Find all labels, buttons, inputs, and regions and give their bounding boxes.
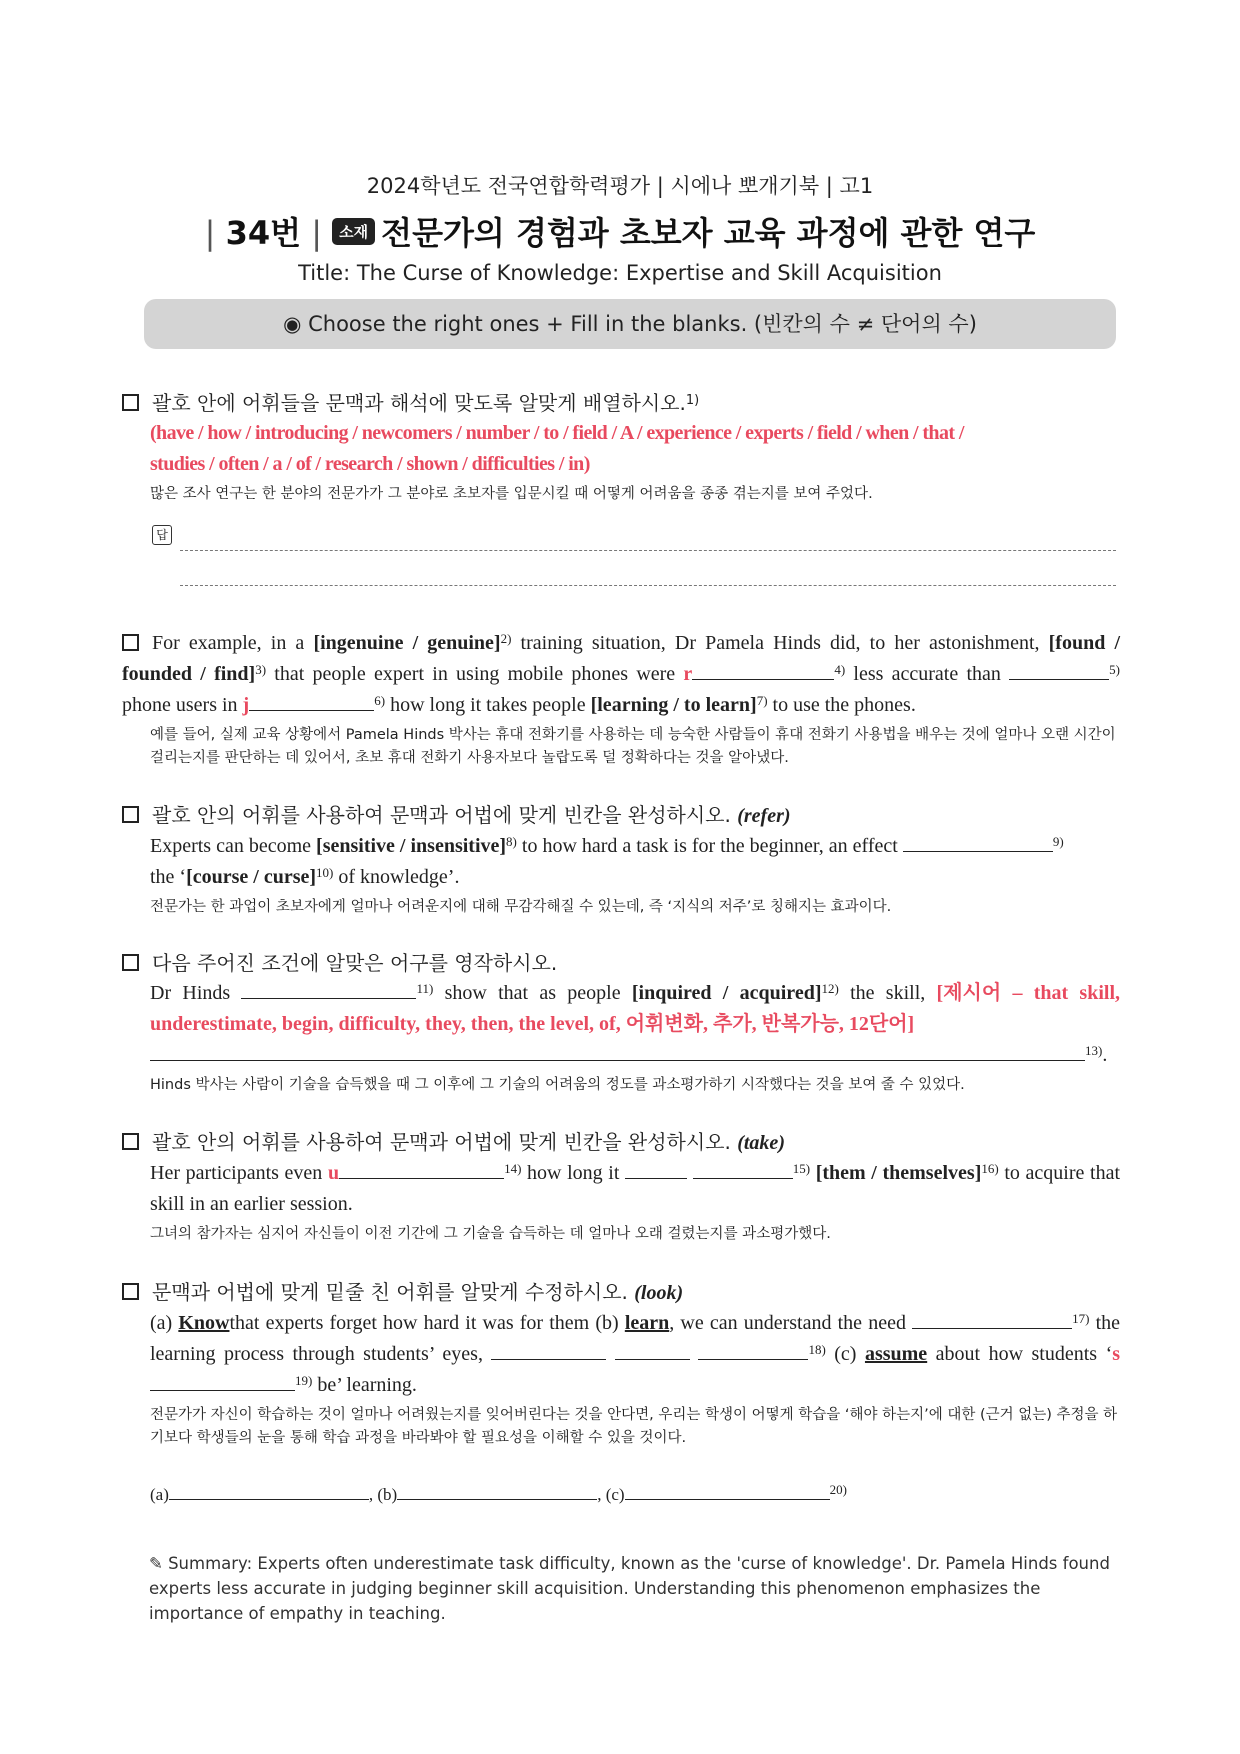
condition-hint: [제시어 – that skill, underestimate, begin, difficulty, they, then, the level, of, 어휘변화, 추가, 반복가능, 12단어] bbox=[150, 982, 1121, 1035]
answer-abc-line: (a) , (b) , (c) $^{20)}$ bbox=[150, 1482, 847, 1504]
question-3: 괄호 안의 어휘를 사용하여 문맥과 어법에 맞게 빈칸을 완성하시오. (refer) Experts can become [sensitive / insensitive]$^{8)}$ to how hard a task is for the beginner, an effect $^{9)}$ the ‘[course / curse]$^{10)}$ of knowledge’. 전문가는 한 과업이 초보자에게 얼마나 어려운지에 대해 무감각해질 수 있는데, 즉 ‘지식의 저주’로 칭해지는 효과이다. bbox=[122, 800, 1120, 919]
question-2: For example, in a [ingenuine / genuine]$^{2)}$ training situation, Dr Pamela Hinds did, to her astonishment, [found / founded / find]$^{3)}$ that people expert in using mobile phones were r $^{4)}$ less accurate than $^{5)}$ phone users in j $^{6)}$ how long it takes people [learning / to learn]$^{7)}$ to use the phones. 예를 들어, 실제 교육 상황에서 Pamela Hinds 박사는 휴대 전화기를 사용하는 데 능숙한 사람들이 휴대 전화기 사용법을 배우는 것에 얼마나 오랜 시간이 걸리는지를 판단하는 데 있어서, 초보 휴대 전화기 사용자보다 놀랍도록 덜 정확하다는 것을 알아냈다. bbox=[122, 628, 1120, 770]
question-4: 다음 주어진 조건에 알맞은 어구를 영작하시오. Dr Hinds $^{11)}$ show that as people [inquired / acquired]$^{12)}$ the skill, [제시어 – that skill, underestimate, begin, difficulty, they, then, the level, of, 어휘변화, 추가, 반복가능, 12단어] $^{13)}$. Hinds 박사는 사람이 기술을 습득했을 때 그 이후에 그 기술의 어려움의 정도를 과소평가하기 시작했다는 것을 보여 줄 수 있었다. bbox=[122, 948, 1120, 1097]
choice-7[interactable]: [learning / to learn] bbox=[590, 694, 757, 716]
underlined-b: learn bbox=[624, 1312, 670, 1334]
question-number: 34번 bbox=[225, 214, 302, 252]
q1-word-list: (have / how / introducing / newcomers / number / to / field / A / experience / experts / field / when / that / studies / often / a / of / research / shown / difficulties / in) bbox=[150, 422, 964, 475]
blank-4[interactable] bbox=[692, 659, 834, 680]
choice-16[interactable]: [them / themselves] bbox=[815, 1162, 982, 1184]
blank-15a[interactable] bbox=[625, 1158, 687, 1179]
choice-10[interactable]: [course / curse] bbox=[186, 866, 317, 888]
blank-18c[interactable] bbox=[698, 1339, 808, 1360]
blank-20a[interactable] bbox=[169, 1483, 369, 1500]
blank-11[interactable] bbox=[241, 978, 416, 999]
q1-korean: 많은 조사 연구는 한 분야의 전문가가 그 분야로 초보자를 입문시킬 때 어떻게 어려움을 종종 겪는지를 보여 주었다. bbox=[150, 486, 873, 502]
q3-korean: 전문가는 한 과업이 초보자에게 얼마나 어려운지에 대해 무감각해질 수 있는데, 즉 ‘지식의 저주’로 칭해지는 효과이다. bbox=[150, 899, 892, 915]
blank-20c[interactable] bbox=[625, 1483, 830, 1500]
blank-18b[interactable] bbox=[615, 1339, 690, 1360]
question-1 bbox=[122, 388, 1120, 506]
blank-6[interactable] bbox=[249, 690, 374, 711]
answer-line[interactable] bbox=[180, 585, 1116, 586]
question-5: 괄호 안의 어휘를 사용하여 문맥과 어법에 맞게 빈칸을 완성하시오. (take) Her participants even u $^{14)}$ how long it $^{15)}$ [them / themselves]$^{16)}$ to acquire that skill in an earlier session. 그녀의 참가자는 심지어 자신들이 이전 기간에 그 기술을 습득하는 데 얼마나 오래 걸렸는지를 과소평가했다. bbox=[122, 1127, 1120, 1246]
q6-korean: 전문가가 자신이 학습하는 것이 얼마나 어려웠는지를 잊어버린다는 것을 안다면, 우리는 학생이 어떻게 학습을 ‘해야 하는지’에 대한 (근거 없는) 추정을 하기보다 학생들의 눈을 통해 학습 과정을 바라봐야 할 필요성을 이해할 수 있을 것이다. bbox=[150, 1407, 1118, 1446]
answer-label: 답 bbox=[152, 525, 172, 545]
blank-18a[interactable] bbox=[491, 1339, 606, 1360]
answer-line[interactable] bbox=[180, 550, 1116, 551]
blank-19[interactable] bbox=[150, 1370, 295, 1391]
checkbox-icon bbox=[122, 806, 139, 823]
exam-header: 2024학년도 전국연합학력평가 | 시에나 뽀개기북 | 고1 bbox=[366, 174, 874, 198]
q5-korean: 그녀의 참가자는 심지어 자신들이 이전 기간에 그 기술을 습득하는 데 얼마나 오래 걸렸는지를 과소평가했다. bbox=[150, 1226, 831, 1242]
instruction-bar: ◉ Choose the right ones + Fill in the blanks. (빈칸의 수 ≠ 단어의 수) bbox=[144, 299, 1116, 349]
q4-korean: Hinds 박사는 사람이 기술을 습득했을 때 그 이후에 그 기술의 어려움의 정도를 과소평가하기 시작했다는 것을 보여 줄 수 있었다. bbox=[150, 1077, 965, 1093]
choice-3[interactable]: [found / founded / find] bbox=[122, 632, 1121, 685]
subtitle: Title: The Curse of Knowledge: Expertise and Skill Acquisition bbox=[298, 261, 942, 285]
blank-9[interactable] bbox=[903, 831, 1053, 852]
choice-12[interactable]: [inquired / acquired] bbox=[631, 982, 822, 1004]
checkbox-icon bbox=[122, 954, 139, 971]
summary: ✎ Summary: Experts often underestimate task difficulty, known as the 'curse of knowledge'. Dr. Pamela Hinds found experts less accurate in judging beginner skill acquisition. Understanding this phenomenon emphasizes the importance of empathy in teaching. bbox=[149, 1554, 1110, 1623]
title-text: 전문가의 경험과 초보자 교육 과정에 관한 연구 bbox=[381, 214, 1036, 252]
underlined-a: Know bbox=[178, 1312, 230, 1334]
blank-13[interactable] bbox=[150, 1040, 1085, 1061]
underlined-c: assume bbox=[864, 1343, 928, 1365]
blank-15b[interactable] bbox=[693, 1158, 793, 1179]
choice-8[interactable]: [sensitive / insensitive] bbox=[316, 835, 507, 857]
checkbox-icon bbox=[122, 634, 139, 651]
choice-2[interactable]: [ingenuine / genuine] bbox=[313, 632, 501, 654]
blank-5[interactable] bbox=[1009, 659, 1109, 680]
footnote-1: 1) bbox=[685, 393, 700, 408]
checkbox-icon bbox=[122, 394, 139, 411]
checkbox-icon bbox=[122, 1283, 139, 1300]
checkbox-icon bbox=[122, 1133, 139, 1150]
blank-17[interactable] bbox=[912, 1308, 1072, 1329]
q2-korean: 예를 들어, 실제 교육 상황에서 Pamela Hinds 박사는 휴대 전화기를 사용하는 데 능숙한 사람들이 휴대 전화기 사용법을 배우는 것에 얼마나 오랜 시간이 걸리는지를 판단하는 데 있어서, 초보 휴대 전화기 사용자보다 놀랍도록 덜 정확하다는 것을 알아냈다. bbox=[150, 727, 1116, 766]
blank-20b[interactable] bbox=[397, 1483, 597, 1500]
q1-instruction: 괄호 안에 어휘들을 문맥과 해석에 맞도록 알맞게 배열하시오. bbox=[152, 391, 686, 415]
question-6: 문맥과 어법에 맞게 밑줄 친 어휘를 알맞게 수정하시오. (look) (a) Knowthat experts forget how hard it was for them (b) learn, we can understand the need $^{17)}$ the learning process through students’ eyes, $^{18)}$ (c) assume about how students ‘$s^{19)}$ be’ learning. 전문가가 자신이 학습하는 것이 얼마나 어려웠는지를 잊어버린다는 것을 안다면, 우리는 학생이 어떻게 학습을 ‘해야 하는지’에 대한 (근거 없는) 추정을 하기보다 학생들의 눈을 통해 학습 과정을 바라봐야 할 필요성을 이해할 수 있을 것이다. bbox=[122, 1277, 1120, 1450]
page-title: | 34번 | 소재 전문가의 경험과 초보자 교육 과정에 관한 연구 bbox=[204, 214, 1036, 252]
topic-badge: 소재 bbox=[332, 218, 375, 245]
blank-14[interactable] bbox=[339, 1158, 504, 1179]
